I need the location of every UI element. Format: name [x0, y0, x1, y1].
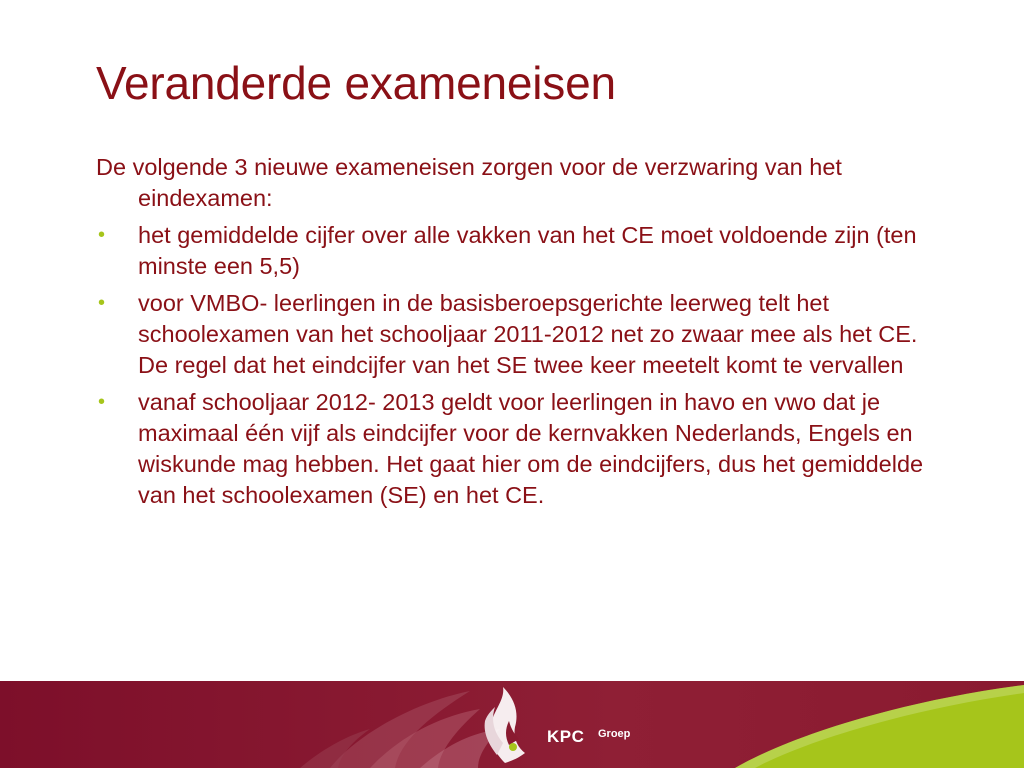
logo-subtitle: Groep — [598, 728, 631, 740]
bullet-icon: • — [98, 292, 106, 314]
bullet-icon: • — [98, 391, 106, 413]
intro-paragraph: De volgende 3 nieuwe exameneisen zorgen voor de verzwaring van het eindexamen: — [96, 154, 842, 211]
bullet-text: vanaf schooljaar 2012- 2013 geldt voor leerlingen in havo en vwo dat je maximaal één vijf als eindcijfer voor de kernvakken Nederlands, Engels en wiskunde mag hebben. Het gaat hier om de eindcijfers, dus het gemiddelde van het schoolexamen (SE) en het CE. — [138, 389, 924, 508]
slide-body — [96, 152, 936, 517]
logo-name: KPC — [547, 727, 585, 746]
bullet-text: het gemiddelde cijfer over alle vakken van het CE moet voldoende zijn (ten minste een 5,5) — [138, 222, 917, 279]
slide-title: Veranderde exameneisen — [96, 57, 616, 109]
bullet-text: voor VMBO- leerlingen in de basisberoepsgerichte leerweg telt het schoolexamen van het schooljaar 2011-2012 net zo zwaar mee als het CE. De regel dat het eindcijfer van het SE twee keer meetelt komt te vervallen — [138, 290, 918, 378]
footer-banner — [0, 681, 1024, 768]
bullet-item — [96, 288, 936, 381]
bullet-item — [96, 220, 936, 282]
bullet-icon: • — [98, 224, 106, 246]
bullet-item — [96, 387, 936, 511]
kpc-flame-icon — [475, 685, 535, 765]
